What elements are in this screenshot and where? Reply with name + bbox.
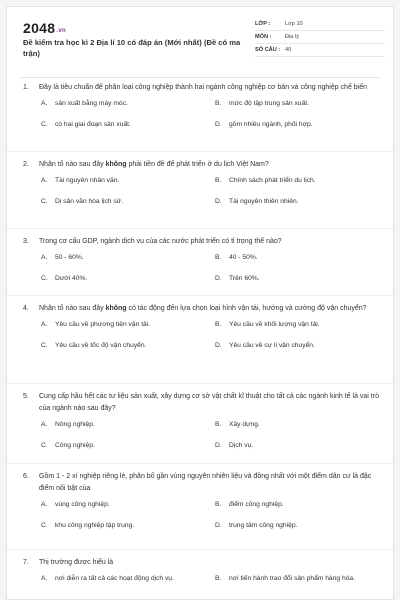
option-c[interactable] [41, 198, 211, 205]
option-d[interactable] [215, 442, 385, 449]
meta-label: SỐ CÂU : [255, 47, 281, 53]
question-text: Thị trường được hiểu là [39, 559, 114, 566]
question-number: 1. [23, 84, 29, 91]
option-d[interactable] [215, 198, 385, 205]
option-letter: C. [41, 522, 48, 529]
meta-row-count [255, 44, 385, 57]
question-number: 7. [23, 559, 29, 566]
meta-table [255, 18, 385, 57]
option-letter: D. [215, 522, 222, 529]
option-b[interactable] [215, 100, 385, 107]
question-number: 4. [23, 305, 29, 312]
option-c[interactable] [41, 442, 211, 449]
option-letter: C. [41, 442, 48, 449]
option-a[interactable] [41, 501, 211, 508]
question-text: Trong cơ cấu GDP, ngành dịch vụ của các nước phát triển có tỉ trọng thế nào? [39, 238, 282, 245]
option-b[interactable] [215, 177, 385, 184]
option-b[interactable] [215, 321, 385, 328]
option-text: Dưới 40%. [55, 275, 88, 282]
option-letter: A. [41, 177, 48, 184]
emphasis-text: không [105, 161, 127, 168]
meta-row-subject [255, 31, 385, 44]
option-b[interactable] [215, 254, 385, 261]
option-d[interactable] [215, 121, 385, 128]
options-grid [23, 254, 385, 294]
meta-label: MÔN : [255, 34, 272, 40]
option-text: 50 - 60%. [55, 254, 84, 261]
options-grid [23, 321, 385, 361]
option-b[interactable] [215, 575, 385, 582]
question-text: Nhân tố nào sau đây [39, 305, 106, 312]
question-text: Đây là tiêu chuẩn để phân loại công nghiệp thành hai ngành công nghiệp cơ bản và công nghiệp chế biến [39, 84, 368, 91]
option-letter: B. [215, 177, 222, 184]
question-number: 6. [23, 473, 29, 480]
document-title: Đề kiểm tra học kì 2 Địa lí 10 có đáp án (Mới nhất) (Đề có ma trận) [23, 38, 241, 58]
option-c[interactable] [41, 121, 211, 128]
option-text: Di sản văn hóa lịch sử. [55, 198, 124, 205]
option-c[interactable] [41, 342, 211, 349]
logo-suffix: .vn [56, 28, 66, 34]
meta-value: Lớp 10 [285, 21, 303, 27]
question-item [23, 82, 385, 140]
option-letter: D. [215, 342, 222, 349]
site-logo[interactable] [23, 20, 66, 36]
header-divider [21, 77, 379, 78]
option-c[interactable] [41, 275, 211, 282]
option-letter: A. [41, 321, 48, 328]
question-stem [23, 391, 385, 415]
option-text: 40 - 50%. [229, 254, 258, 261]
option-text: Tài nguyên thiên nhiên. [229, 198, 299, 205]
option-a[interactable] [41, 575, 211, 582]
option-a[interactable] [41, 421, 211, 428]
option-letter: B. [215, 501, 222, 508]
option-text: Chính sách phát triển du lịch. [229, 177, 316, 184]
question-text: Cung cấp hầu hết các tư liệu sản xuất, xây dựng cơ sở vật chất kĩ thuật cho tất cả các ngành kinh tế là vai trò của ngành nào sau đây? [39, 393, 379, 412]
option-text: nơi diễn ra tất cả các hoạt động dịch vụ. [55, 575, 174, 582]
option-text: Công nghiệp. [55, 442, 95, 449]
option-letter: C. [41, 198, 48, 205]
question-text: có tác động đến lựa chọn loại hình vận tải, hướng và cường độ vận chuyển? [126, 305, 367, 312]
option-text: sản xuất bằng máy móc. [55, 100, 128, 107]
option-text: Trên 60%. [229, 275, 260, 282]
option-letter: A. [41, 100, 48, 107]
question-item [23, 159, 385, 217]
question-item [23, 303, 385, 361]
option-a[interactable] [41, 100, 211, 107]
question-separator [7, 463, 393, 464]
option-letter: A. [41, 421, 48, 428]
question-separator [7, 295, 393, 296]
question-item [23, 557, 385, 600]
question-text: Nhân tố nào sau đây [39, 161, 106, 168]
option-text: vùng công nghiệp. [55, 501, 110, 508]
option-letter: D. [215, 442, 222, 449]
option-text: nơi tiến hành trao đổi sản phẩm hàng hóa. [229, 575, 355, 582]
question-item [23, 236, 385, 294]
emphasis-text: không [105, 305, 127, 312]
question-text: phải tiền đề để phát triển ở du lịch Việt Nam? [126, 161, 269, 168]
meta-value: 40 [285, 47, 292, 53]
option-a[interactable] [41, 321, 211, 328]
option-text: Yêu cầu về phương tiện vận tải. [55, 321, 151, 328]
exam-page [6, 6, 394, 600]
option-letter: B. [215, 421, 222, 428]
header [7, 7, 393, 77]
option-text: gồm nhiều ngành, phối hợp. [229, 121, 313, 128]
question-separator [7, 228, 393, 229]
option-b[interactable] [215, 501, 385, 508]
meta-value: Địa lý [285, 34, 299, 40]
option-text: Nông nghiệp. [55, 421, 95, 428]
question-separator [7, 383, 393, 384]
question-stem [23, 557, 385, 569]
option-c[interactable] [41, 522, 211, 529]
option-text: trung tâm công nghiệp. [229, 522, 298, 529]
option-text: Yêu cầu về tốc độ vận chuyển. [55, 342, 147, 349]
option-letter: C. [41, 342, 48, 349]
option-text: mức độ tập trung sản xuất. [229, 100, 309, 107]
option-text: có hai giai đoạn sản xuất. [55, 121, 131, 128]
option-text: điểm công nghiệp. [229, 501, 284, 508]
question-separator [7, 549, 393, 550]
option-letter: B. [215, 100, 222, 107]
meta-label: LỚP : [255, 21, 271, 27]
option-b[interactable] [215, 421, 385, 428]
option-text: Yêu cầu về khối lượng vận tải. [229, 321, 320, 328]
option-d[interactable] [215, 342, 385, 349]
option-a[interactable] [41, 254, 211, 261]
option-letter: D. [215, 121, 222, 128]
question-stem [23, 236, 385, 248]
option-letter: C. [41, 121, 48, 128]
options-grid [23, 177, 385, 217]
option-text: Dịch vụ. [229, 442, 254, 449]
options-grid [23, 575, 385, 600]
option-d[interactable] [215, 275, 385, 282]
option-text: Xây dựng. [229, 421, 260, 428]
question-stem [23, 471, 385, 495]
question-item [23, 471, 385, 541]
option-a[interactable] [41, 177, 211, 184]
question-number: 3. [23, 238, 29, 245]
question-stem [23, 82, 385, 94]
option-letter: A. [41, 254, 48, 261]
option-letter: A. [41, 501, 48, 508]
meta-row-class [255, 18, 385, 31]
option-letter: B. [215, 321, 222, 328]
question-number: 5. [23, 393, 29, 400]
option-letter: C. [41, 275, 48, 282]
question-separator [7, 151, 393, 152]
options-grid [23, 100, 385, 140]
options-grid [23, 501, 385, 541]
question-stem [23, 159, 385, 171]
option-letter: B. [215, 575, 222, 582]
option-letter: B. [215, 254, 222, 261]
option-d[interactable] [215, 522, 385, 529]
option-text: Yêu cầu về cự li vận chuyển. [229, 342, 315, 349]
question-stem [23, 303, 385, 315]
options-grid [23, 421, 385, 461]
option-text: Tài nguyên nhân văn. [55, 177, 120, 184]
option-letter: D. [215, 275, 222, 282]
option-letter: D. [215, 198, 222, 205]
question-number: 2. [23, 161, 29, 168]
logo-text: 2048 [23, 20, 56, 36]
question-item [23, 391, 385, 461]
question-text: Gồm 1 - 2 xí nghiệp riêng lẻ, phân bố gần vùng nguyên nhiên liệu và đồng nhất với một điểm dân cư là đặc điểm nổi bật của [39, 473, 372, 492]
option-letter: A. [41, 575, 48, 582]
option-text: khu công nghiệp tập trung. [55, 522, 135, 529]
